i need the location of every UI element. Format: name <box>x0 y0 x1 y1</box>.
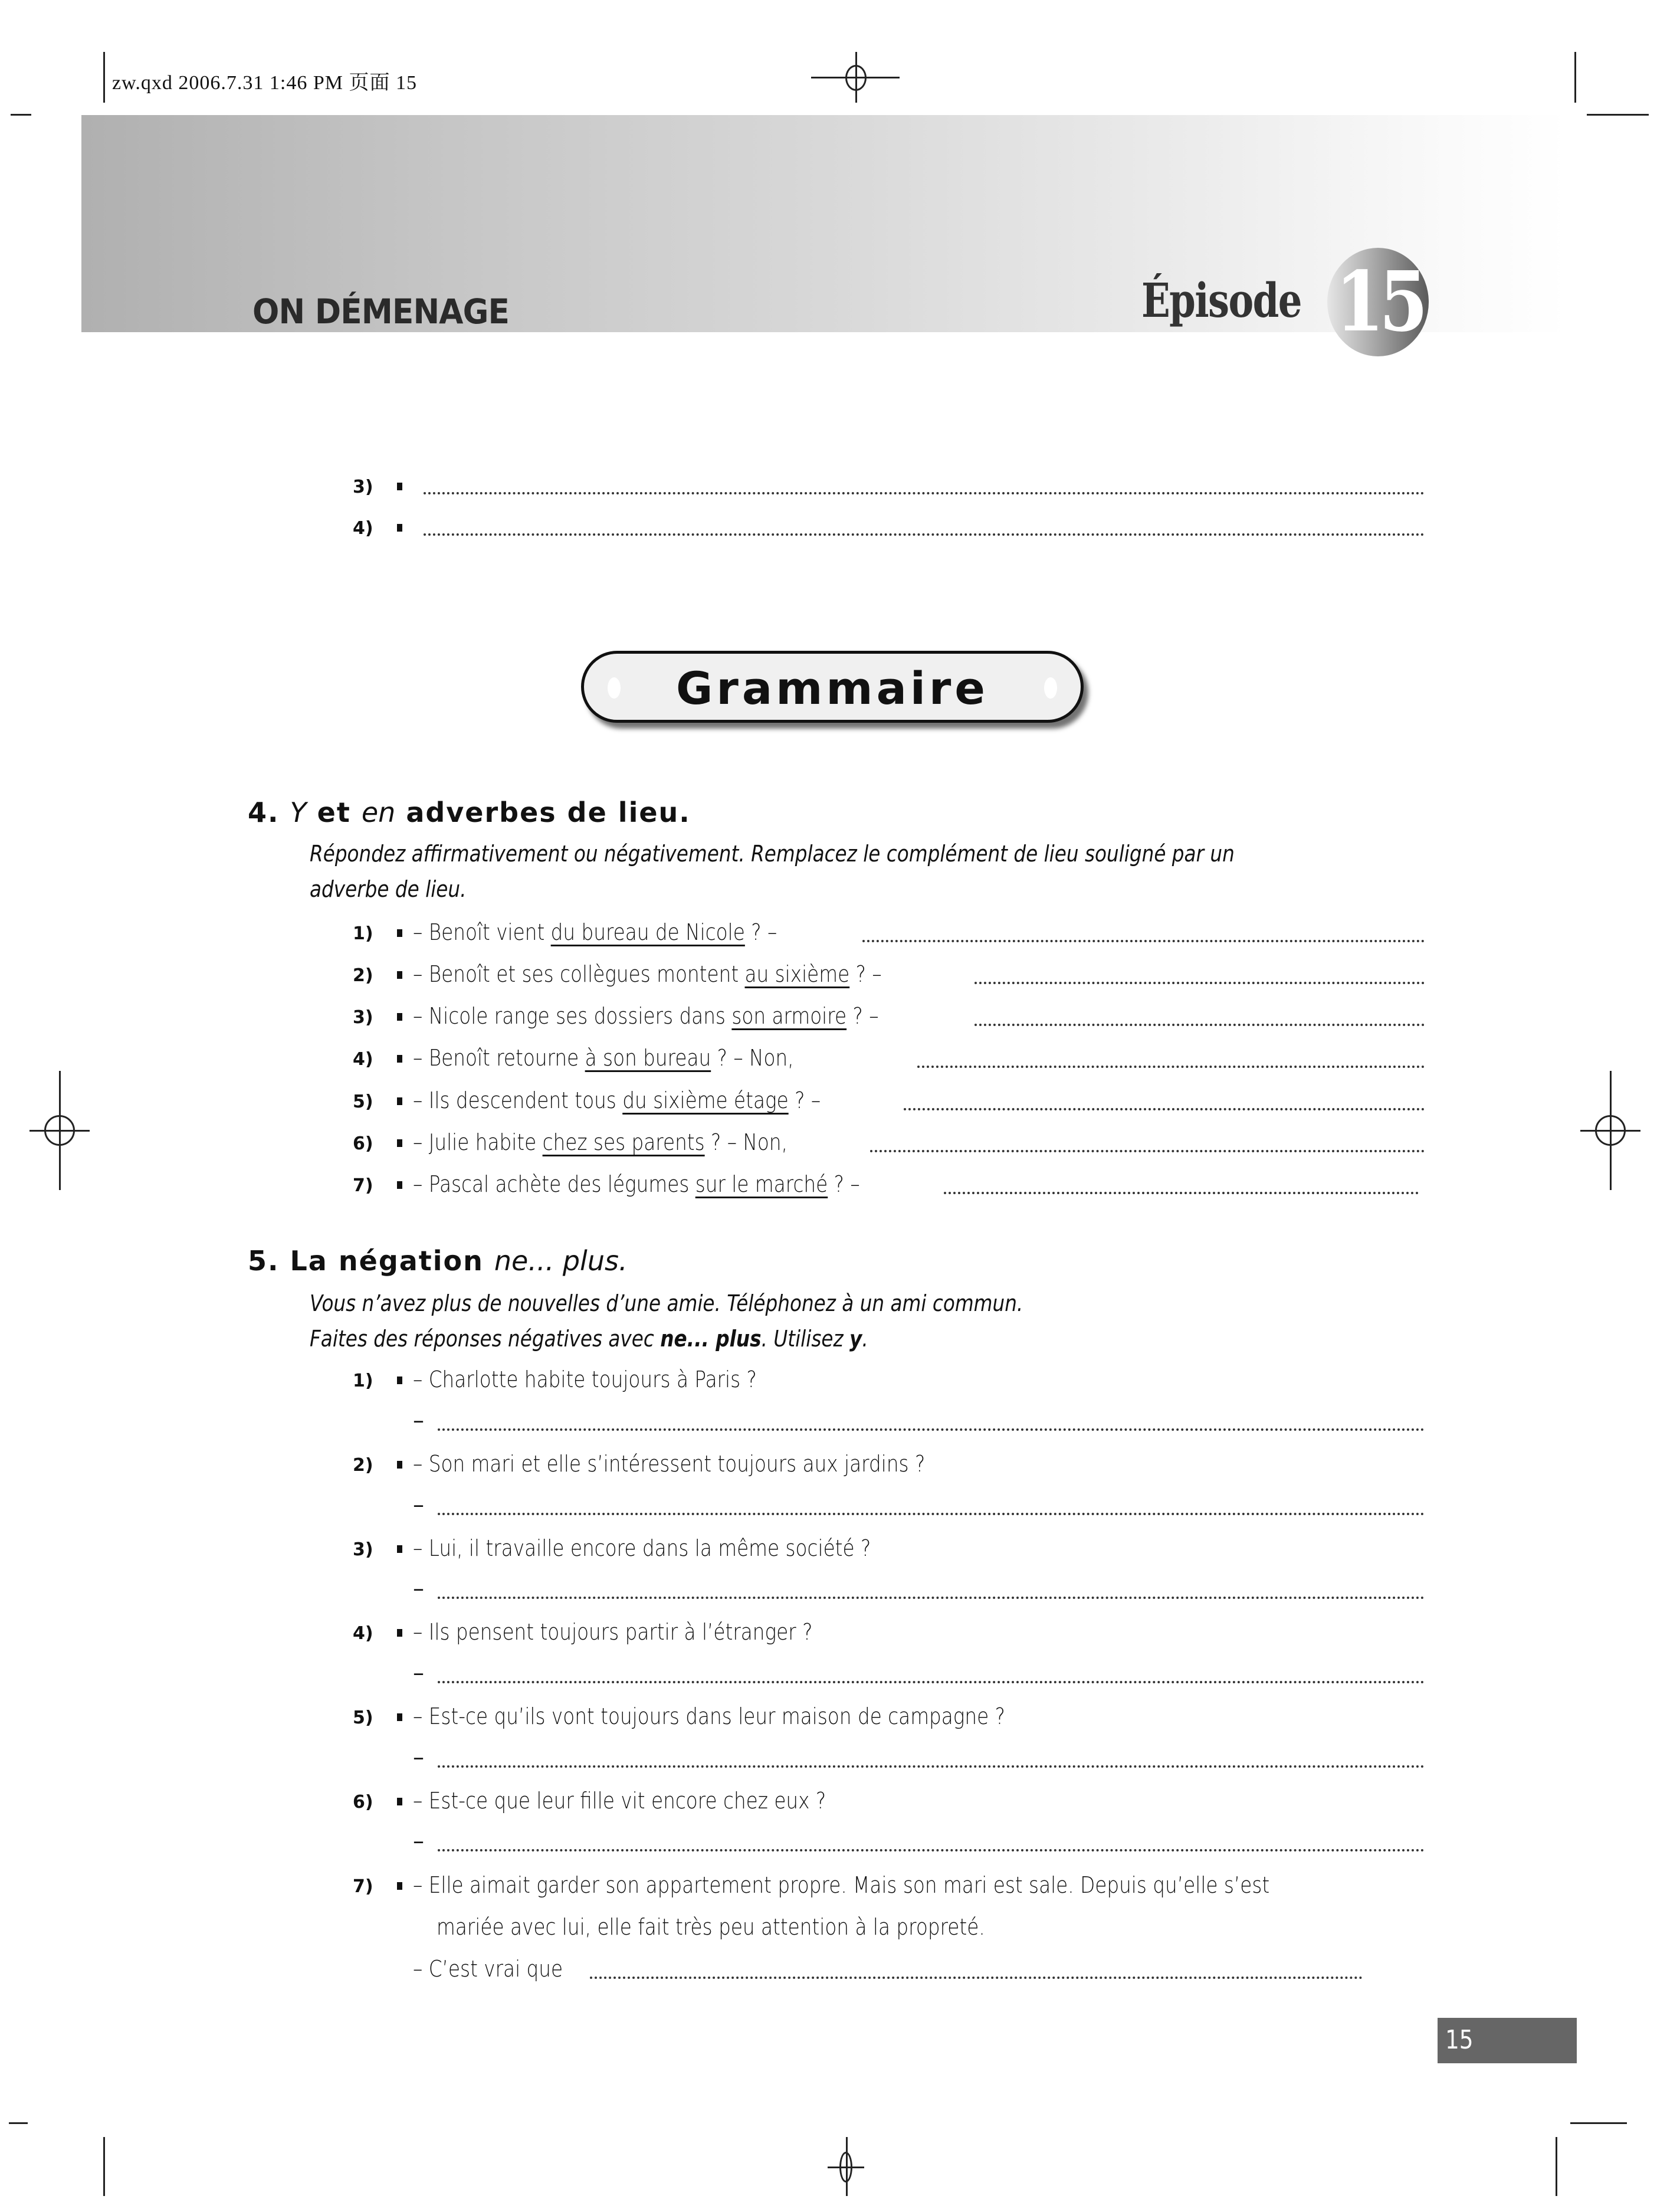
answer-line[interactable] <box>974 982 1425 984</box>
bullet-square-icon <box>397 483 402 490</box>
exercise-number: 4. <box>248 797 280 828</box>
underlined-complement: chez ses parents <box>542 1129 705 1155</box>
crop-mark <box>103 52 105 103</box>
bullet-square-icon <box>397 1882 402 1890</box>
question-text: mariée avec lui, elle fait très peu attention à la propreté. <box>437 1914 985 1940</box>
bullet-square-icon <box>397 1629 402 1637</box>
underlined-complement: du sixième étage <box>622 1087 789 1113</box>
item-number: 5) <box>353 1092 373 1112</box>
crop-mark <box>11 114 31 116</box>
item-number: 2) <box>353 965 373 986</box>
bullet-square-icon <box>397 1798 402 1805</box>
crop-mark <box>1570 2122 1627 2124</box>
bullet-square-icon <box>397 1461 402 1469</box>
item-number: 4) <box>353 1049 373 1070</box>
item-number: 3) <box>353 477 373 497</box>
underlined-complement: son armoire <box>731 1003 847 1029</box>
underlined-complement: du bureau de Nicole <box>550 919 745 945</box>
question-text: – Lui, il travaille encore dans la même société ? <box>413 1535 871 1561</box>
bullet-square-icon <box>397 1545 402 1553</box>
underlined-complement: à son bureau <box>585 1045 711 1071</box>
question-text: – Est-ce que leur fille vit encore chez eux ? <box>413 1788 826 1814</box>
heading-word: et <box>317 797 351 828</box>
episode-number: 15 <box>1335 254 1423 350</box>
exercise-4-heading <box>248 797 691 828</box>
answer-line[interactable] <box>862 940 1425 942</box>
item-number: 3) <box>353 1007 373 1028</box>
heading-word: ne... plus. <box>494 1245 628 1277</box>
bullet-square-icon <box>397 524 402 532</box>
bullet-square-icon <box>397 1055 402 1063</box>
underlined-complement: au sixième <box>744 961 850 987</box>
question-text: – Son mari et elle s’intéressent toujours aux jardins ? <box>413 1451 926 1477</box>
heading-word: adverbes de lieu. <box>406 797 691 828</box>
registration-mark-right <box>1580 1071 1640 1190</box>
bullet-square-icon <box>397 1097 402 1105</box>
question-text: – Ils descendent tous du sixième étage ? – <box>413 1087 821 1113</box>
question-text: – Elle aimait garder son appartement propre. Mais son mari est sale. Depuis qu’elle s’est <box>413 1872 1270 1898</box>
answer-prefix: – C’est vrai que <box>413 1956 563 1982</box>
section-banner-grammaire <box>581 651 1084 723</box>
answer-line[interactable] <box>904 1108 1425 1110</box>
registration-mark-left <box>29 1071 90 1190</box>
question-text: – Pascal achète des légumes sur le marché ? – <box>413 1171 860 1197</box>
item-number: 4) <box>353 1623 373 1644</box>
item-number: 2) <box>353 1455 373 1476</box>
print-slug: zw.qxd 2006.7.31 1:46 PM 页面 15 <box>112 72 418 94</box>
item-number: 7) <box>353 1876 373 1897</box>
heading-word: en <box>361 797 396 828</box>
answer-line[interactable] <box>438 1681 1425 1683</box>
episode-label: Épisode <box>1141 273 1301 328</box>
answer-dash: – <box>413 1744 424 1770</box>
item-number: 6) <box>353 1133 373 1154</box>
heading-word: Y <box>290 797 307 828</box>
answer-line[interactable] <box>917 1066 1425 1068</box>
answer-dash: – <box>413 1828 424 1854</box>
registration-mark-top <box>811 52 905 103</box>
underlined-complement: sur le marché <box>695 1171 828 1197</box>
item-number: 1) <box>353 923 373 944</box>
bullet-square-icon <box>397 1013 402 1021</box>
answer-dash: – <box>413 1492 424 1518</box>
bullet-square-icon <box>397 1713 402 1721</box>
crop-mark <box>1574 52 1576 103</box>
answer-line[interactable] <box>438 1597 1425 1599</box>
item-number: 1) <box>353 1371 373 1391</box>
answer-line[interactable] <box>974 1024 1425 1026</box>
item-number: 4) <box>353 518 373 539</box>
decorative-dot <box>1044 677 1057 699</box>
question-text: – Benoît retourne à son bureau ? – Non, <box>413 1045 794 1071</box>
answer-line[interactable] <box>438 1513 1425 1515</box>
answer-line[interactable] <box>438 1765 1425 1768</box>
instruction-line: Faites des réponses négatives avec ne... plus. Utilisez y. <box>310 1326 868 1352</box>
answer-line[interactable] <box>424 533 1425 536</box>
crop-mark <box>1556 2137 1557 2196</box>
exercise-number: 5. <box>248 1245 280 1277</box>
item-number: 6) <box>353 1792 373 1813</box>
answer-line[interactable] <box>944 1192 1419 1194</box>
answer-line[interactable] <box>438 1849 1425 1851</box>
question-text: – Nicole range ses dossiers dans son armoire ? – <box>413 1003 879 1029</box>
exercise-5-heading <box>248 1245 628 1277</box>
question-text: – Est-ce qu’ils vont toujours dans leur maison de campagne ? <box>413 1703 1005 1729</box>
item-number: 3) <box>353 1539 373 1560</box>
bullet-square-icon <box>397 1376 402 1384</box>
heading-word: La négation <box>290 1245 484 1277</box>
question-text: – Benoît et ses collègues montent au sixième ? – <box>413 961 882 987</box>
question-text: – Benoît vient du bureau de Nicole ? – <box>413 919 777 945</box>
answer-dash: – <box>413 1660 424 1686</box>
answer-line[interactable] <box>438 1428 1425 1431</box>
instruction-line: Répondez affirmativement ou négativement. Remplacez le complément de lieu souligné par un <box>310 841 1235 867</box>
bullet-square-icon <box>397 929 402 937</box>
bullet-square-icon <box>397 1181 402 1189</box>
chapter-title: ON DÉMENAGE <box>252 291 509 332</box>
section-label: Grammaire <box>676 662 989 715</box>
answer-line[interactable] <box>424 492 1425 494</box>
answer-line[interactable] <box>870 1150 1425 1152</box>
answer-line[interactable] <box>590 1977 1363 1979</box>
page-number: 15 <box>1445 2025 1474 2055</box>
question-text: – Julie habite chez ses parents ? – Non, <box>413 1129 788 1155</box>
answer-dash: – <box>413 1407 424 1433</box>
instruction-line: adverbe de lieu. <box>310 876 467 902</box>
crop-mark <box>1587 114 1649 116</box>
question-text: – Ils pensent toujours partir à l’étranger ? <box>413 1619 813 1645</box>
crop-mark <box>103 2137 105 2196</box>
answer-dash: – <box>413 1575 424 1601</box>
registration-mark-bottom <box>828 2137 865 2196</box>
item-number: 7) <box>353 1175 373 1196</box>
instruction-line: Vous n’avez plus de nouvelles d’une amie. Téléphonez à un ami commun. <box>310 1290 1023 1316</box>
crop-mark <box>9 2122 28 2124</box>
question-text: – Charlotte habite toujours à Paris ? <box>413 1366 757 1392</box>
bullet-square-icon <box>397 971 402 979</box>
item-number: 5) <box>353 1707 373 1728</box>
bullet-square-icon <box>397 1139 402 1147</box>
